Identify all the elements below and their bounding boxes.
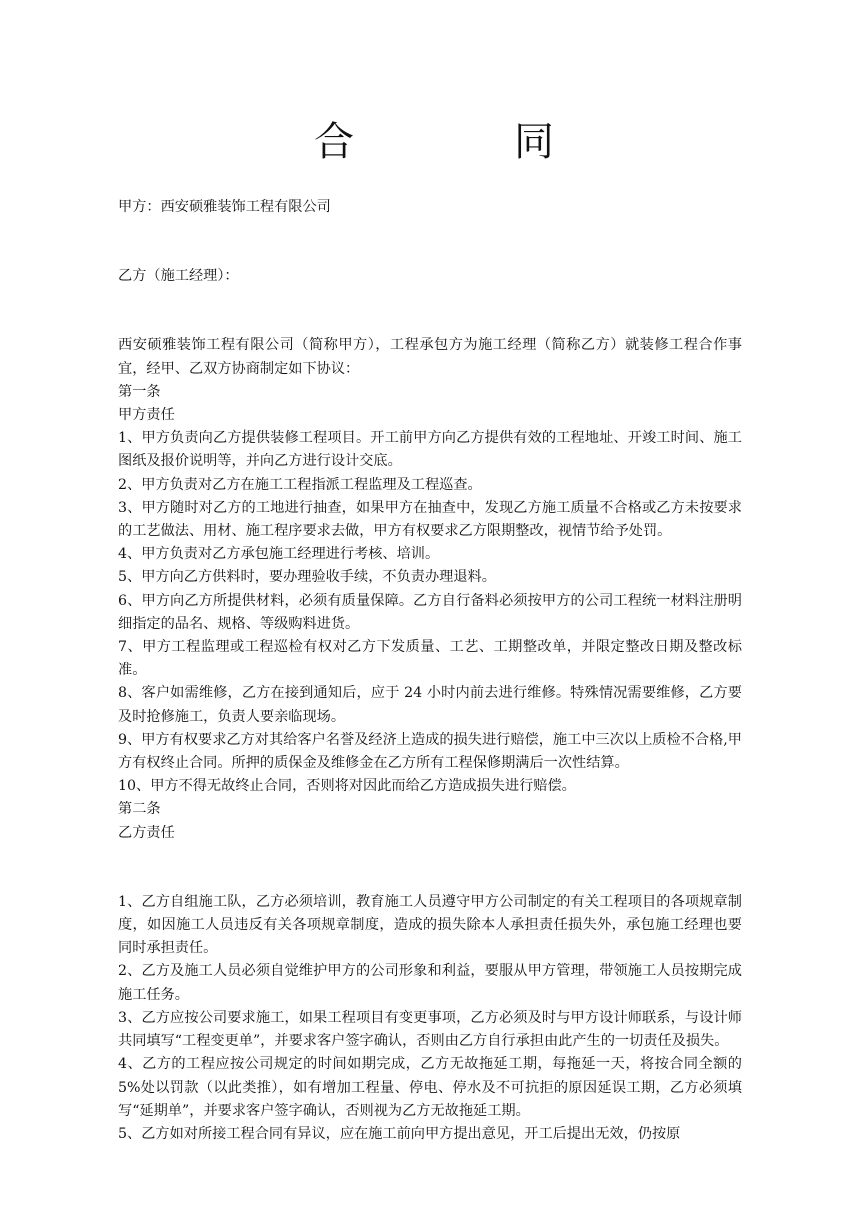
article-2-item: 2、乙方及施工人员必须自觉维护甲方的公司形象和利益，要服从甲方管理，带领施工人员按期完成施工任务。 (118, 963, 742, 1003)
article-1-item: 9、甲方有权要求乙方对其给客户名誉及经济上造成的损失进行赔偿，施工中三次以上质检不合格,甲方有权终止合同。所押的质保金及维修金在乙方所有工程保修期满后一次性结算。 (118, 731, 742, 772)
article-1-item: 1、甲方负责向乙方提供装修工程项目。开工前甲方向乙方提供有效的工程地址、开竣工时间、施工图纸及报价说明等，并向乙方进行设计交底。 (118, 430, 742, 470)
article-2-item: 4、乙方的工程应按公司规定的时间如期完成，乙方无故拖延工期，每拖延一天，将按合同全额的 5%处以罚款（以此类推），如有增加工程量、停电、停水及不可抗拒的原因延误工期，乙方必须填写“延期单”，并要求客户签字确认，否则视为乙方无故拖延工期。 (118, 1056, 742, 1119)
contract-body (118, 196, 742, 1146)
article-1-item: 8、客户如需维修，乙方在接到通知后，应于 24 小时内前去进行维修。特殊情况需要维修，乙方要及时抢修施工，负责人要亲临现场。 (118, 685, 742, 725)
title-char-1: 合 (314, 119, 354, 165)
article-2-item: 1、乙方自组施工队，乙方必须培训，教育施工人员遵守甲方公司制定的有关工程项目的各项规章制度，如因施工人员违反有关各项规章制度，造成的损失除本人承担责任损失外，承包施工经理也要同时承担责任。 (118, 893, 742, 957)
party-b-line: 乙方（施工经理）： (118, 268, 239, 285)
article-1-item: 6、甲方向乙方所提供材料，必须有质量保障。乙方自行备料必须按甲方的公司工程统一材料注册明细指定的品名、规格、等级购料进货。 (118, 592, 742, 632)
article-2-item: 3、乙方应按公司要求施工，如果工程项目有变更事项，乙方必须及时与甲方设计师联系，与设计师共同填写“工程变更单”，并要求客户签字确认，否则由乙方自行承担由此产生的一切责任及损失。 (118, 1009, 742, 1050)
article-1-item: 2、甲方负责对乙方在施工工程指派工程监理及工程巡查。 (118, 476, 482, 493)
party-a-line: 甲方：西安硕雅装饰工程有限公司 (118, 199, 331, 215)
article-2-heading: 第二条 (118, 801, 161, 818)
intro-paragraph: 西安硕雅装饰工程有限公司（简称甲方），工程承包方为施工经理（简称乙方）就装修工程合作事宜，经甲、乙双方协商制定如下协议： (118, 337, 742, 377)
article-1-subheading: 甲方责任 (118, 407, 175, 424)
article-1-item: 7、甲方工程监理或工程巡检有权对乙方下发质量、工艺、工期整改单，并限定整改日期及整改标准。 (118, 639, 742, 679)
article-1-item: 10、甲方不得无故终止合同，否则将对因此而给乙方造成损失进行赔偿。 (118, 778, 576, 795)
article-1-heading: 第一条 (118, 383, 161, 400)
article-2-item: 5、乙方如对所接工程合同有异议，应在施工前向甲方提出意见，开工后提出无效，仍按原 (118, 1125, 681, 1142)
article-1-item: 4、甲方负责对乙方承包施工经理进行考核、培训。 (118, 546, 440, 563)
article-2-subheading: 乙方责任 (118, 824, 175, 841)
article-1-item: 3、甲方随时对乙方的工地进行抽查，如果甲方在抽查中，发现乙方施工质量不合格或乙方未按要求的工艺做法、用材、施工程序要求去做，甲方有权要求乙方限期整改，视情节给予处罚。 (118, 499, 742, 540)
title-char-2: 同 (514, 119, 554, 165)
article-1-item: 5、甲方向乙方供料时，要办理验收手续，不负责办理退料。 (118, 569, 496, 586)
document-title (0, 118, 868, 166)
